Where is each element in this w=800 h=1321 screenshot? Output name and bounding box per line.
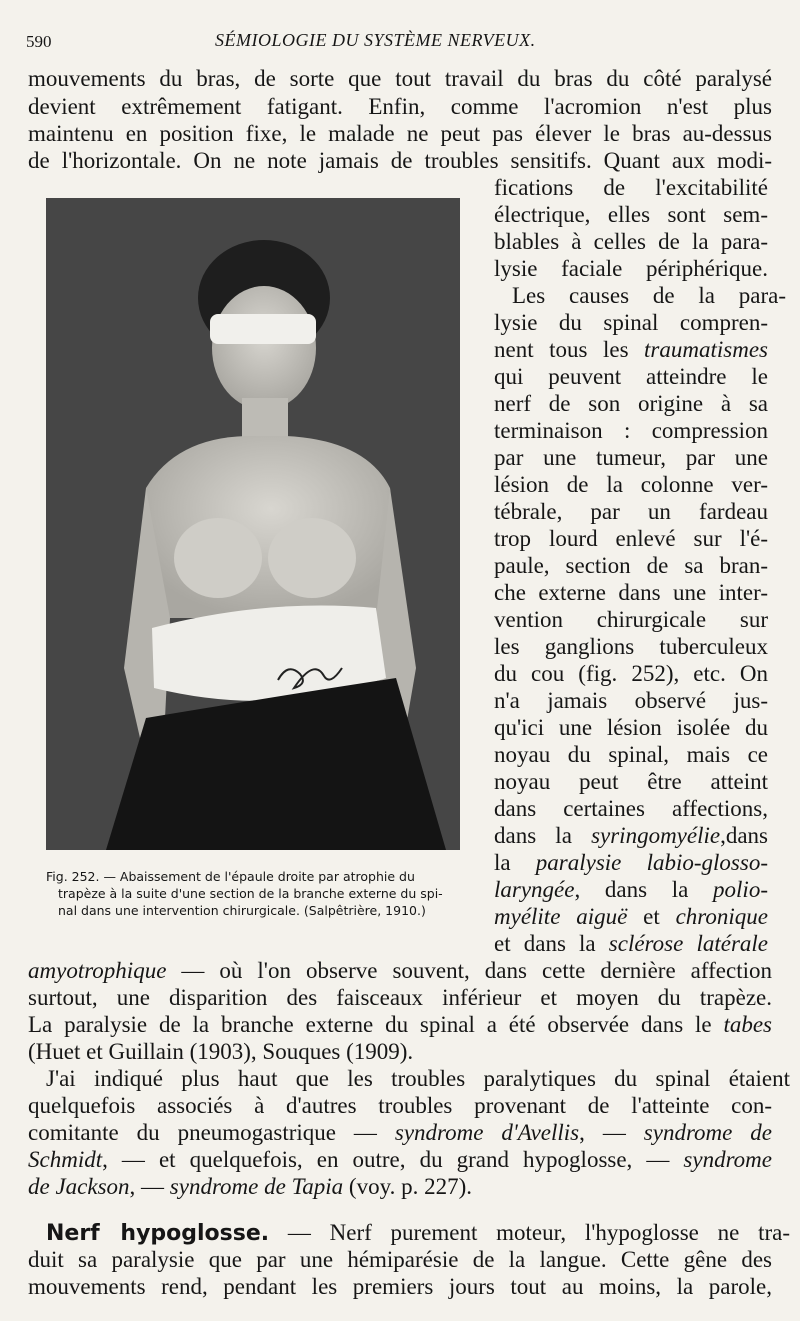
italic-term: amyotrophique xyxy=(28,958,167,983)
text-line: lysie du spinal compren- xyxy=(494,310,768,335)
text-line: terminaison : compression xyxy=(494,418,768,443)
text-line: vention chirurgicale sur xyxy=(494,607,768,632)
text-span: et dans la xyxy=(494,931,609,956)
text-span: et xyxy=(627,904,676,929)
text-span: ,dans xyxy=(720,823,768,848)
italic-term: syringomyélie xyxy=(591,823,721,848)
text-line: Les causes de la para- xyxy=(512,283,786,308)
page-header xyxy=(0,28,800,54)
text-line: che externe dans une inter- xyxy=(494,580,768,605)
text-line xyxy=(28,1012,772,1038)
text-line: lésion de la colonne ver- xyxy=(494,472,768,497)
caption-line: Fig. 252. — Abaissement de l'épaule droite par atrophie du xyxy=(46,869,415,884)
text-span: la xyxy=(494,850,536,875)
running-title: SÉMIOLOGIE DU SYSTÈME NERVEUX. xyxy=(215,30,536,50)
text-line: lysie faciale périphérique. xyxy=(494,256,768,281)
text-line: noyau peut être atteint xyxy=(494,769,768,794)
italic-term: syndrome xyxy=(683,1147,772,1172)
italic-term: syndrome d'Avellis xyxy=(394,1120,580,1145)
italic-term: sclérose latérale xyxy=(608,931,768,956)
italic-term: syndrome de xyxy=(643,1120,773,1145)
italic-term: laryngée xyxy=(494,877,575,902)
text-line: quelquefois associés à d'autres troubles provenant de l'atteinte con- xyxy=(28,1093,772,1118)
text-line: devient extrêmement fatigant. Enfin, comme l'acromion n'est plus xyxy=(28,94,772,119)
italic-term: de Jackson xyxy=(28,1174,130,1199)
italic-term: traumatismes xyxy=(644,337,768,362)
figure-caption xyxy=(46,868,482,919)
text-line: électrique, elles sont sem- xyxy=(494,202,768,227)
italic-term: tabes xyxy=(723,1012,772,1037)
text-line: de l'horizontale. On ne note jamais de troubles sensitifs. Quant aux modi- xyxy=(28,148,772,173)
text-line xyxy=(28,1174,772,1200)
text-line xyxy=(28,1120,772,1146)
text-line: paule, section de sa bran- xyxy=(494,553,768,578)
text-span: — Nerf purement moteur, l'hypoglosse ne tra- xyxy=(269,1220,790,1245)
patient-photograph xyxy=(46,198,460,850)
text-line: par une tumeur, par une xyxy=(494,445,768,470)
text-line xyxy=(28,1147,772,1173)
text-line: blables à celles de la para- xyxy=(494,229,768,254)
text-line: mouvements du bras, de sorte que tout travail du bras du côté paralysé xyxy=(28,66,772,91)
text-line: mouvements rend, pendant les premiers jours tout au moins, la parole, xyxy=(28,1274,772,1299)
text-span: , — xyxy=(129,1174,170,1199)
photograph-illustration xyxy=(46,198,460,850)
text-line: du cou (fig. 252), etc. On xyxy=(494,661,768,686)
text-line: nerf de son origine à sa xyxy=(494,391,768,416)
text-line: qui peuvent atteindre le xyxy=(494,364,768,389)
italic-term: Schmidt xyxy=(28,1147,103,1172)
text-span: comitante du pneumogastrique — xyxy=(28,1120,395,1145)
text-span: (voy. p. 227). xyxy=(343,1174,472,1199)
italic-term: myélite aiguë xyxy=(494,904,628,929)
italic-term: paralysie labio-glosso- xyxy=(535,850,768,875)
text-line xyxy=(494,931,768,957)
caption-line: trapèze à la suite d'une section de la branche externe du spi- xyxy=(58,886,443,901)
text-line: J'ai indiqué plus haut que les troubles paralytiques du spinal étaient xyxy=(46,1066,790,1091)
text-line: (Huet et Guillain (1903), Souques (1909). xyxy=(28,1039,414,1064)
text-span: , — et quelquefois, en outre, du grand hypoglosse, — xyxy=(102,1147,684,1172)
page-number: 590 xyxy=(26,32,52,51)
text-line: tébrale, par un fardeau xyxy=(494,499,768,524)
text-line xyxy=(28,1220,790,1247)
text-span: , — xyxy=(579,1120,644,1145)
text-line xyxy=(494,850,768,876)
text-line: duit sa paralysie que par une hémiparésie de la langue. Cette gêne des xyxy=(28,1247,772,1272)
text-line xyxy=(494,337,768,363)
text-line: noyau du spinal, mais ce xyxy=(494,742,768,767)
text-span: , dans la xyxy=(574,877,714,902)
text-line: maintenu en position fixe, le malade ne peut pas élever le bras au-dessus xyxy=(28,121,772,146)
text-line: dans certaines affections, xyxy=(494,796,768,821)
text-line xyxy=(494,877,768,903)
text-line: les ganglions tuberculeux xyxy=(494,634,768,659)
text-line xyxy=(28,958,772,984)
text-line: qu'ici une lésion isolée du xyxy=(494,715,768,740)
italic-term: syndrome de Tapia xyxy=(169,1174,344,1199)
text-span: — où l'on observe souvent, dans cette dernière affection xyxy=(166,958,772,983)
text-span: dans la xyxy=(494,823,592,848)
text-span: nent tous les xyxy=(494,337,645,362)
italic-term: polio- xyxy=(713,877,768,902)
section-heading: Nerf hypoglosse. xyxy=(46,1221,270,1246)
italic-term: chronique xyxy=(675,904,768,929)
text-line: trop lourd enlevé sur l'é- xyxy=(494,526,768,551)
text-line: surtout, une disparition des faisceaux inférieur et moyen du trapèze. xyxy=(28,985,772,1010)
text-line xyxy=(494,904,768,930)
text-line xyxy=(494,823,768,849)
text-line: fications de l'excitabilité xyxy=(494,175,768,200)
caption-line: nal dans une intervention chirurgicale. (Salpêtrière, 1910.) xyxy=(58,903,426,918)
text-line: n'a jamais observé jus- xyxy=(494,688,768,713)
text-span: La paralysie de la branche externe du spinal a été observée dans le xyxy=(28,1012,724,1037)
